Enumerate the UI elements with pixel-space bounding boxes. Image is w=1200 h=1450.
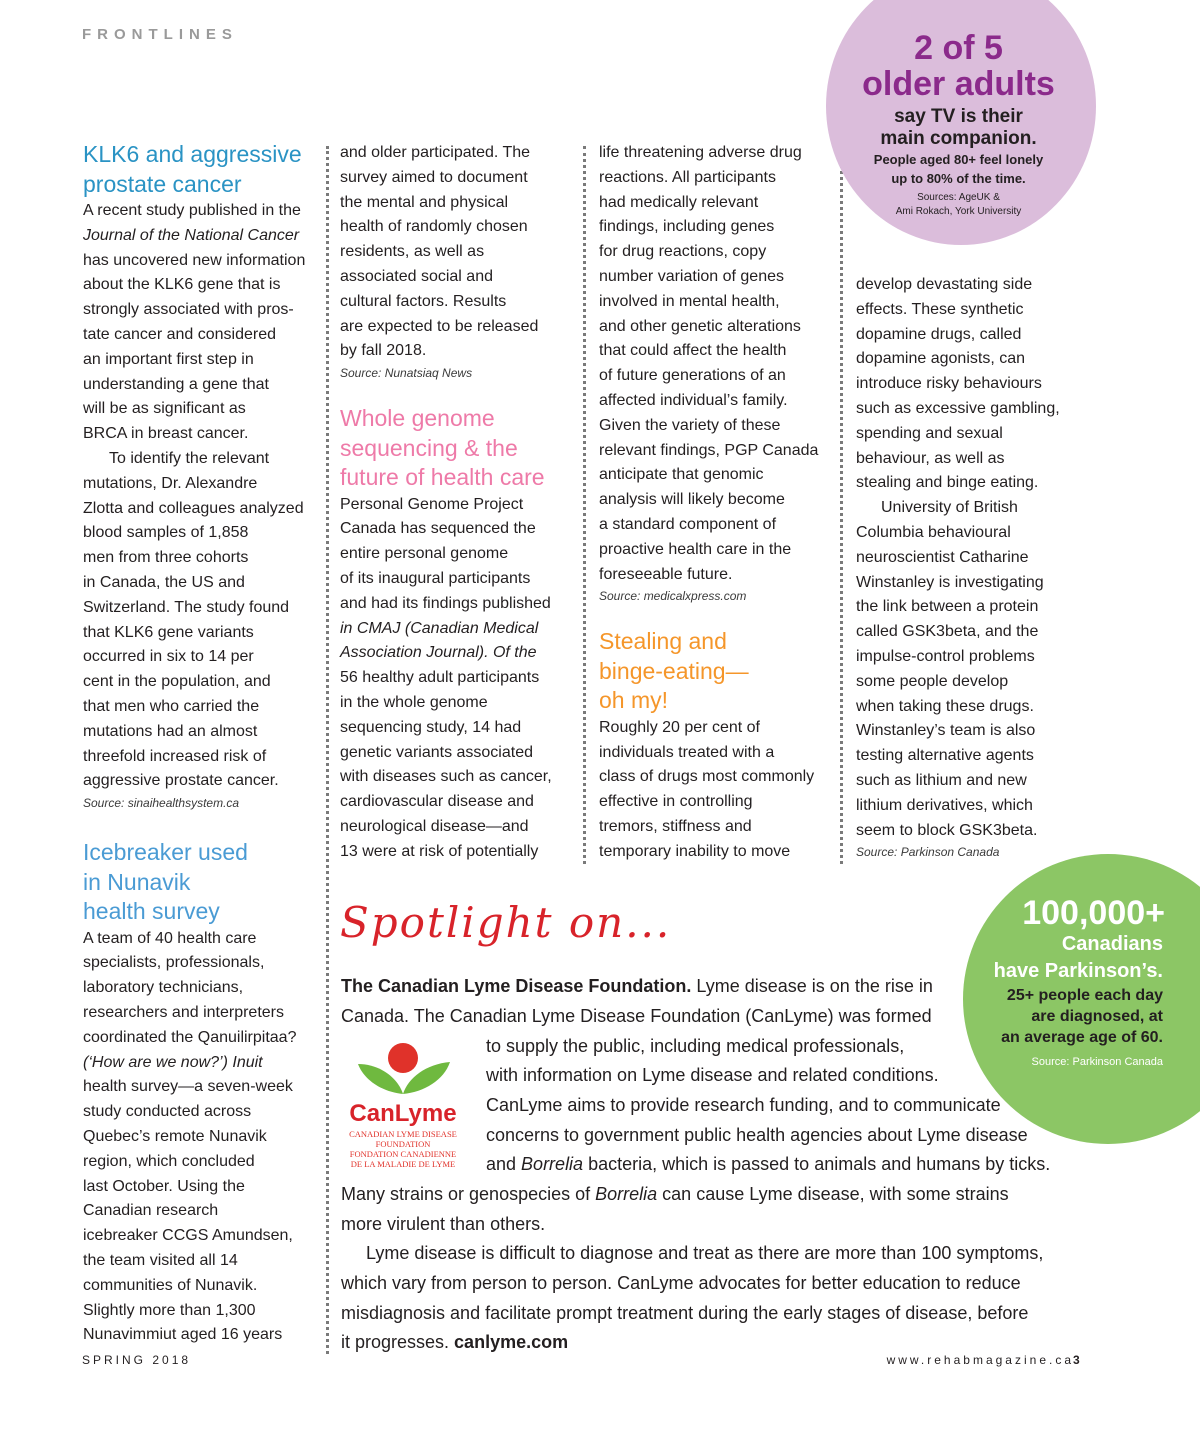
logo-subtitle: CANADIAN LYME DISEASE FOUNDATION FONDATION CANADIENNE DE LA MALADIE DE LYME [349,1129,457,1169]
callout-stat-subject: older adults [862,65,1055,103]
article-heading-klk6: KLK6 and aggressive prostate cancer [83,141,302,197]
callout-stat: 100,000+ [1022,894,1165,932]
column-divider [326,146,329,1354]
spotlight-line: The Canadian Lyme Disease Foundation. Lyme disease is on the rise in [341,976,933,996]
column-1 [83,140,315,1348]
spotlight-line: more virulent than others. [341,1214,546,1234]
callout-line: have Parkinson’s. [993,960,1163,982]
article-heading-genome: Whole genome sequencing & the future of health care [340,405,545,491]
website-label: www.rehabmagazine.ca [886,1353,1074,1367]
logo-wordmark: CanLyme [349,1100,457,1127]
issue-label: SPRING 2018 [82,1353,192,1367]
callout-line: Canadians [1061,933,1163,955]
canlyme-link[interactable]: canlyme.com [454,1332,569,1352]
callout-detail: People aged 80+ feel lonely [873,152,1044,167]
article-paragraph: and older participated. The survey aimed to document the mental and physical health of randomly chosen residents, as well as associated social and cultural factors. Results are expected to be released by fall 2018. [340,144,539,360]
page-number: 3 [1073,1353,1080,1367]
spotlight-line: with information on Lyme disease and related conditions. [486,1065,939,1085]
italic-term: Borrelia [595,1184,658,1204]
section-label: FRONTLINES [82,26,238,43]
spotlight-line: it progresses. canlyme.com [341,1332,569,1352]
column-3 [599,141,834,865]
italic-term: Borrelia [521,1154,584,1174]
leaf-icon [340,1034,466,1096]
spotlight-line: and Borrelia bacteria, which is passed to animals and humans by ticks. [486,1154,1051,1174]
article-paragraph: To identify the relevant mutations, Dr. Alexandre Zlotta and colleagues analyzed blood samples of 1,858 men from three cohorts in Canada, the US and Switzerland. The study found that KLK6 gene variants occurred in six to 14 per cent in the population, and that men who carried the mutations had an almost threefold increased risk of aggressive prostate cancer. [83,449,304,790]
article-heading-stealing: Stealing and binge-eating— oh my! [599,628,749,714]
spotlight-title: Spotlight on... [340,898,672,947]
article-paragraph: A recent study published in the Journal of the National Cancer has uncovered new information about the KLK6 gene that is strongly associated with pros- tate cancer and considered an important first step in understanding a gene that will be as significant as BRCA in breast cancer. [83,202,306,443]
article-paragraph: University of British Columbia behavioural neuroscientist Catharine Winstanley is investigating the link between a protein called GSK3beta, and the impulse-control problems some people develop when taking these drugs. Winstanley’s team is also testing alternative agents such as lithium and new lithium derivatives, which seem to block GSK3beta. [856,499,1044,839]
callout-tv-companion [826,0,1096,245]
callout-source: Sources: AgeUK & [917,192,1000,203]
spotlight-line: to supply the public, including medical professionals, [486,1036,905,1056]
spotlight-line: which vary from person to person. CanLyme advocates for better education to reduce [341,1273,1021,1293]
article-paragraph: Personal Genome Project Canada has sequenced the entire personal genome of its inaugural participants and had its findings published in CMAJ (Canadian Medical Association Journal). Of the 56 healthy adult participants in the whole genome sequencing study, 14 had genetic variants associated with diseases such as cancer, cardiovascular disease and neurological disease—and 13 were at risk of potentially [340,495,552,860]
spotlight-line: concerns to government public health agencies about Lyme disease [486,1125,1028,1145]
article-heading-icebreaker: Icebreaker used in Nunavik health survey [83,839,248,925]
canlyme-logo [340,1034,466,1174]
column-divider [583,146,586,864]
callout-detail: an average age of 60. [1001,1029,1163,1046]
article-paragraph: Roughly 20 per cent of individuals treated with a class of drugs most commonly effective in controlling tremors, stiffness and temporary inability to move [599,718,815,860]
callout-source: Ami Rokach, York University [895,206,1022,217]
spotlight-line: Lyme disease is difficult to diagnose and treat as there are more than 100 symptoms, [366,1243,1044,1263]
spotlight-line: Many strains or genospecies of Borrelia can cause Lyme disease, with some strains [341,1184,1009,1204]
spotlight-line: misdiagnosis and facilitate prompt treatment during the early stages of disease, before [341,1303,1029,1323]
article-paragraph: develop devastating side effects. These synthetic dopamine drugs, called dopamine agonists, can introduce risky behaviours such as excessive gambling, spending and sexual behaviour, as well as stealing and binge eating. [856,276,1060,492]
column-2 [340,141,575,865]
callout-stat: 2 of 5 [914,29,1003,67]
column-divider [840,146,843,864]
article-paragraph: life threatening adverse drug reactions. All participants had medically relevant findings, including genes for drug reactions, copy number variation of genes involved in mental health, and other genetic alterations that could affect the health of future generations of an affected individual’s family. Given the variety of these relevant findings, PGP Canada anticipate that genomic analysis will likely become a standard component of proactive health care in the foreseeable future. [599,144,819,583]
source-credit: Source: medicalxpress.com [599,589,747,604]
callout-source: Source: Parkinson Canada [1031,1056,1163,1068]
source-credit: Source: sinaihealthsystem.ca [83,796,240,811]
column-4 [856,273,1086,861]
source-credit: Source: Nunatsiaq News [340,366,473,381]
source-credit: Source: Parkinson Canada [856,845,1000,860]
spotlight-line: CanLyme aims to provide research funding, and to communicate [486,1095,1001,1115]
callout-detail: up to 80% of the time. [891,171,1026,186]
callout-detail: 25+ people each day [1006,987,1163,1004]
callout-detail: are diagnosed, at [1031,1008,1163,1025]
spotlight-line: Canada. The Canadian Lyme Disease Foundation (CanLyme) was formed [341,1006,932,1026]
callout-line: say TV is their [894,106,1023,127]
callout-line: main companion. [880,128,1037,149]
article-paragraph: A team of 40 health care specialists, professionals, laboratory technicians, researchers and interpreters coordinated the Qanuilirpitaa? (‘How are we now?’) Inuit health survey—a seven-week study conducted across Quebec’s remote Nunavik region, which concluded last October. Using the Canadian research icebreaker CCGS Amundsen, the team visited all 14 communities of Nunavik. Slightly more than 1,300 Nunavimmiut aged 16 years [83,929,297,1344]
